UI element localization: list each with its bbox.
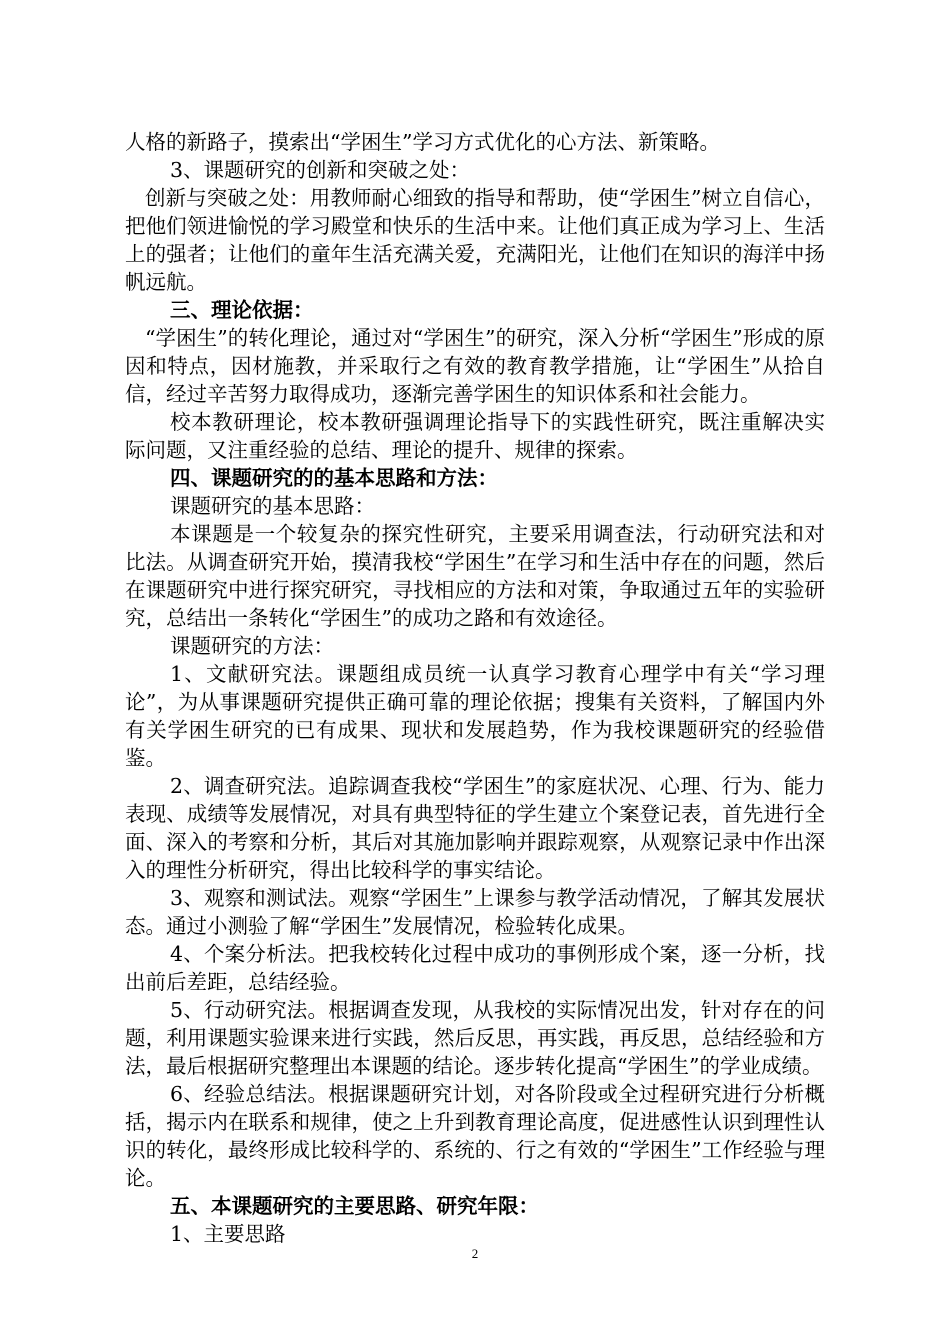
section-heading-3: 三、理论依据： [170, 298, 314, 322]
paragraph-11: 1、文献研究法。课题组成员统一认真学习教育心理学中有关“学习理论”，为从事课题研究提供正确可靠的理论依据；搜集有关资料，了解国内外有关学困生研究的已有成果、现状和发展趋势，作为我校课题研究的经验借鉴。 [125, 662, 825, 770]
page-number: 2 [471, 1246, 479, 1261]
paragraph-15: 5、行动研究法。根据调查发现，从我校的实际情况出发，针对存在的问题，利用课题实验课来进行实践，然后反思，再实践，再反思，总结经验和方法，最后根据研究整理出本课题的结论。逐步转化提高“学困生”的学业成绩。 [125, 998, 825, 1078]
document-body [125, 128, 825, 1248]
paragraph-14: 4、个案分析法。把我校转化过程中成功的事例形成个案，逐一分析，找出前后差距，总结经验。 [125, 942, 825, 994]
paragraph-8: 课题研究的基本思路： [170, 494, 375, 518]
paragraph-18: 1、主要思路 [170, 1222, 286, 1246]
paragraph-2: 3、课题研究的创新和突破之处： [170, 158, 471, 182]
paragraph-16: 6、经验总结法。根据课题研究计划，对各阶段或全过程研究进行分析概括，揭示内在联系和规律，使之上升到教育理论高度，促进感性认识到理性认识的转化，最终形成比较科学的、系统的、行之有效的“学困生”工作经验与理论。 [125, 1082, 825, 1190]
paragraph-6: 校本教研理论，校本教研强调理论指导下的实践性研究，既注重解决实际问题，又注重经验的总结、理论的提升、规律的探索。 [125, 410, 825, 462]
paragraph-3: 创新与突破之处：用教师耐心细致的指导和帮助，使“学困生”树立自信心，把他们领进愉悦的学习殿堂和快乐的生活中来。让他们真正成为学习上、生活上的强者；让他们的童年生活充满关爱，充满阳光，让他们在知识的海洋中扬帆远航。 [125, 186, 825, 294]
paragraph-5: “学困生”的转化理论，通过对“学困生”的研究，深入分析“学困生”形成的原因和特点，因材施教，并采取行之有效的教育教学措施，让“学困生”从拾自信，经过辛苦努力取得成功，逐渐完善学困生的知识体系和社会能力。 [125, 326, 825, 406]
paragraph-9: 本课题是一个较复杂的探究性研究，主要采用调查法，行动研究法和对比法。从调查研究开始，摸清我校“学困生”在学习和生活中存在的问题，然后在课题研究中进行探究研究，寻找相应的方法和对策，争取通过五年的实验研究，总结出一条转化“学困生”的成功之路和有效途径。 [125, 522, 825, 630]
paragraph-13: 3、观察和测试法。观察“学困生”上课参与教学活动情况，了解其发展状态。通过小测验了解“学困生”发展情况，检验转化成果。 [125, 886, 825, 938]
section-heading-5: 五、本课题研究的主要思路、研究年限： [170, 1194, 539, 1218]
section-heading-4: 四、课题研究的的基本思路和方法： [170, 466, 498, 490]
paragraph-10: 课题研究的方法： [170, 634, 334, 658]
paragraph-1: 人格的新路子，摸索出“学困生”学习方式优化的心方法、新策略。 [125, 130, 720, 154]
paragraph-12: 2、调查研究法。追踪调查我校“学困生”的家庭状况、心理、行为、能力表现、成绩等发展情况，对具有典型特征的学生建立个案登记表，首先进行全面、深入的考察和分析，其后对其施加影响并跟踪观察，从观察记录中作出深入的理性分析研究，得出比较科学的事实结论。 [125, 774, 825, 882]
